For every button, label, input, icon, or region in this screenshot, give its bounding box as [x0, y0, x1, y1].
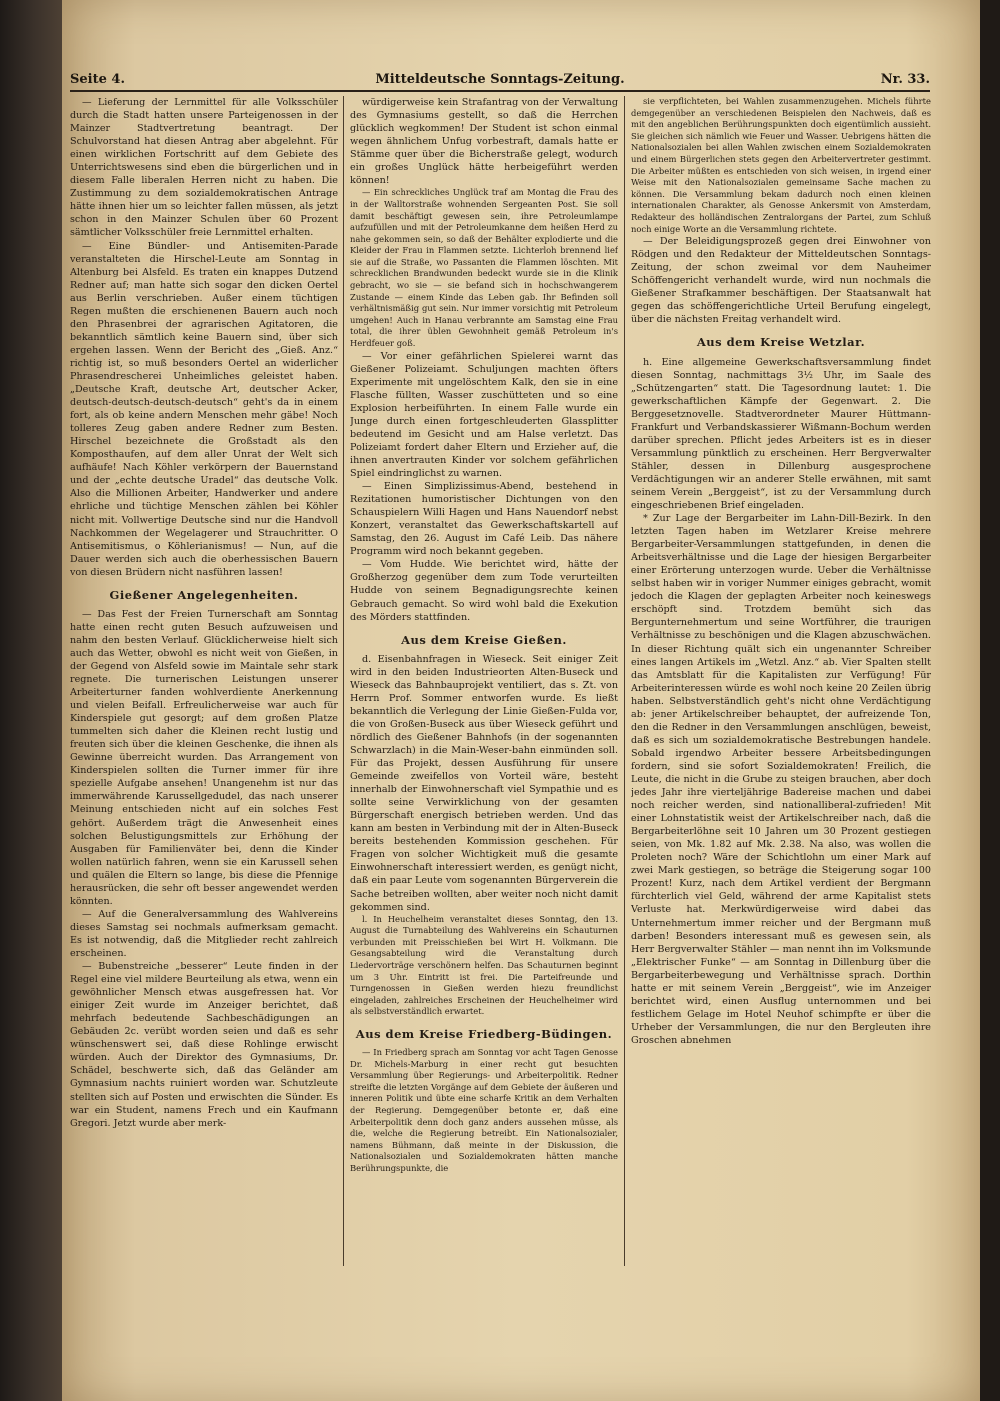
column-divider-2 — [624, 96, 625, 1266]
article-beleidigungsprozess: — Der Beleidigungsprozeß gegen drei Einwohner von Rödgen und den Redakteur der Mitteldeutschen Sonntags-Zeitung, der schon zweimal vor dem Nauheimer Schöffengericht verhandelt wurde, wird nun nochmals die Gießener Strafkammer beschäftigen. Der Staatsanwalt hat gegen das schöffengerichtliche Urteil Berufung eingelegt, über die nächsten Freitag verhandelt wird. — [631, 236, 931, 326]
column-divider-1 — [343, 96, 344, 1266]
article-bergarbeiter: * Zur Lage der Bergarbeiter im Lahn-Dill-Bezirk. In den letzten Tagen haben im Wetzlarer Kreise mehrere Bergarbeiter-Versammlungen stattgefunden, in denen die Arbeitsverhältnisse und die Lage der hiesigen Bergarbeiter einer Erörterung unterzogen wurde. Ueber die Verhältnisse selbst haben wir in voriger Nummer einiges gebracht, womit jedoch die Klagen der geplagten Arbeiter noch keineswegs erschöpft sind. Trotzdem bemüht sich das Bergunternehmertum und seine Wortführer, die traurigen Verhältnisse zu beschönigen und die Klagen abzuschwächen. In dieser Richtung quält sich ein ungenannter Schreiber eines langen Artikels im „Wetzl. Anz.“ ab. Vier Spalten stellt das Amtsblatt für die Kapitalisten zur Verfügung! Für Arbeiterinteressen würde es wohl noch keine 20 Zeilen übrig haben. Selbstverständlich geht's nicht ohne Verdächtigung ab: jener Artikelschreiber behauptet, der aufreizende Ton, den die Redner in den Versammlungen anschlügen, beweist, daß es sich um sozialdemokratische Bestrebungen handele. Sobald irgendwo Arbeiter bessere Arbeitsbedingungen fordern, sind sie sofort Sozialdemokraten! Freilich, die Leute, die nicht in die Grube zu steigen brauchen, aber doch jedes Jahr ihre vierteljährige Badereise machen und dabei noch reicher werden, sind nationalliberal-zufrieden! Mit einer Lohnstatistik weist der Artikelschreiber nach, daß die Bergarbeiterlöhne seit 10 Jahren um 30 Prozent gestiegen seien, von Mk. 1.82 auf Mk. 2.38. Na also, was wollen die Proleten noch? Wäre der Schichtlohn um einer Mark auf zwei Mark gestiegen, so beträge die Steigerung sogar 100 Prozent! Kurz, nach dem Artikel verdient der Bergmann fürchterlich viel Geld, während der arme Kapitalist stets Verluste hat. Merkwürdigerweise wird dabei das Unternehmertum immer reicher und der Bergmann muß darben! Besonders interessant muß es gewesen sein, als Herr Bergverwalter Stähler — man nennt ihn im Volksmunde „Elektrischer Funke“ — am Sonntag in Dillenburg über die Bergarbeiterbewegung und Verhältnisse sprach. Dorthin hatte er mit seinem Verein „Berggeist“, wie im Anzeiger berichtet wird, einen Ausflug unternommen und bei festlichem Gelage im Hotel Neuhof schimpfte er über die Urheber der Versammlungen, die nur den Bergleuten ihre Groschen abnehmen — [631, 513, 931, 1046]
page-header — [70, 70, 930, 92]
article-simplizissimus: — Einen Simplizissimus-Abend, bestehend in Rezitationen humoristischer Dichtungen von den Schauspielern Willi Hagen und Hans Nauendorf nebst Konzert, veranstaltet das Gewerkschaftskartell auf Samstag, den 26. August im Café Leib. Das nähere Programm wird noch bekannt gegeben. — [350, 481, 618, 558]
section-heading-giessen: Gießener Angelegenheiten. — [109, 587, 299, 602]
column-2 — [350, 96, 618, 1276]
article-friedberg-cont: sie verpflichteten, bei Wahlen zusammenzugehen. Michels führte demgegenüber an verschiedenen Beispielen den Nachweis, daß es mit den angeblichen Berührungspunkten doch eigentümlich aussieht. Sie gleichen sich nämlich wie Feuer und Wasser. Uebrigens hätten die Nationalsozialen bei allen Wahlen zwischen einem Sozialdemokraten und einem Bürgerlichen stets gegen den Arbeitervertreter gestimmt. Die Arbeiter müßten es entschieden von sich weisen, in irgend einer Weise mit den Nationalsozialen gemeinsame Sache machen zu können. Die Versammlung bekam dadurch noch einen kleinen internationalen Charakter, als Genosse Ankersmit von Amsterdam, Redakteur des holländischen Zentralorgans der Partei, zum Schluß noch einige Worte an die Versammlung richtete. — [631, 96, 931, 234]
article-turnerfest: — Das Fest der Freien Turnerschaft am Sonntag hatte einen recht guten Besuch aufzuweisen und nahm den besten Verlauf. Glücklicherweise hielt sich auch das Wetter, obwohl es nicht weit von Gießen, in der Gegend von Alsfeld sowie im Maintale sehr stark regnete. Die turnerischen Leistungen unserer Arbeiterturner fanden wohlverdiente Anerkennung und vielen Beifall. Erfreulicherweise war auch für Kinderspiele gut gesorgt; auf dem großen Platze tummelten sich daher die Kleinen recht lustig und freuten sich über die kleinen Geschenke, die ihnen als Gewinne überreicht wurden. Das Arrangement von Kinderspielen sollten die Turner immer für ihre spezielle Aufgabe ansehen! Unangenehm ist nur das immerwährende Karussellgedudel, das nach unserer Meinung entschieden nicht auf ein solches Fest gehört. Außerdem trägt die Anwesenheit eines solchen Belustigungsmittels zur Erhöhung der Ausgaben für Familienväter bei, denn die Kinder wollen natürlich fahren, wenn sie ein Karussell sehen und quälen die Eltern so lange, bis diese die Pfennige herausrücken, die sehr oft besser angewendet werden könnten. — [70, 608, 338, 907]
article-bubenstreiche-cont: würdigerweise kein Strafantrag von der Verwaltung des Gymnasiums gestellt, so daß die Herrchen glücklich wegkommen! Der Student ist schon einmal wegen ähnlichem Unfug vorbestraft, damals hatte er Stämme quer über die Bicherstraße gelegt, wodurch ein großes Unglück hätte herbeigeführt werden können! — [350, 97, 618, 187]
book-binding — [0, 0, 62, 1401]
article-hudde: — Vom Hudde. Wie berichtet wird, hätte der Großherzog gegenüber dem zum Tode verurteilten Hudde von seinem Begnadigungsrechte keinen Gebrauch gemacht. So wird wohl bald die Exekution des Mörders stattfinden. — [350, 559, 618, 623]
article-bubenstreiche: — Bubenstreiche „besserer“ Leute finden in der Regel eine viel mildere Beurteilung als etwa, wenn ein gewöhnlicher Mensch etwas ausgefressen hat. Vor einiger Zeit wurde im Anzeiger berichtet, daß mehrfach bedeutende Sachbeschädigungen an Gebäuden 2c. verübt worden seien und daß es sehr wünschenswert sei, daß diese Rohlinge erwischt würden. Auch der Direktor des Gymnasiums, Dr. Schädel, beschwerte sich, daß das Geländer am Gymnasium nachts ruiniert worden war. Schutzleute stellten sich auf Posten und erwischten die Sünder. Es war ein Student, namens Frech und ein Kaufmann Gregori. Jetzt wurde aber merk- — [70, 961, 338, 1129]
article-gewerkschaftsversammlung: h. Eine allgemeine Gewerkschaftsversammlung findet diesen Sonntag, nachmittags 3½ Uhr, im Saale des „Schützengarten“ statt. Die Tagesordnung lautet: 1. Die gewerkschaftlichen Kämpfe der Gegenwart. 2. Die Berggesetznovelle. Stadtverordneter Maurer Hüttmann-Frankfurt und Verbandskassierer Wißmann-Bochum werden darüber sprechen. Pflicht jedes Arbeiters ist es in dieser Versammlung pünktlich zu erscheinen. Herr Bergverwalter Stähler, dessen in Dillenburg ausgesprochene Verdächtigungen wir an anderer Stelle erwähnen, mit samt seinem Verein „Berggeist“, ist zu der Versammlung durch eingeschriebenen Brief eingeladen. — [631, 356, 931, 512]
article-buendler-parade: — Eine Bündler- und Antisemiten-Parade veranstalteten die Hirschel-Leute am Sonntag in Altenburg bei Alsfeld. Es traten ein knappes Dutzend Redner auf; man hatte sich sogar den dicken Oertel aus Berlin verschrieben. Außer einem tüchtigen Regen mußten die erschienenen Bauern auch noch den Phrasenbrei der agrarischen Agitatoren, die bekanntlich sämtlich keine Bauern sind, über sich ergehen lassen. Wenn der Bericht des „Gieß. Anz.“ richtig ist, so muß besonders Oertel an widerlicher Phrasendrescherei Unheimliches geleistet haben. „Deutsche Kraft, deutsche Art, deutscher Acker, deutsch-deutsch-deutsch-deutsch“ geht's da in einem fort, als ob keine andern Menschen mehr gäbe! Noch tolleres Zeug gaben andere Redner zum Besten. Hirschel bezeichnete die Großstadt als den Komposthaufen, auf dem aller Unrat der Welt sich aufhäufe! Nach Köhler verkörpern der Bauernstand und der „echte deutsche Uradel“ das deutsche Volk. Also die Millionen Arbeiter, Handwerker und andere ehrliche und tüchtige Menschen zählen bei Köhler nicht mit. Vollwertige Deutsche sind nur die Handvoll Nachkommen der Wegelagerer und Strauchritter. O Antisemitismus, o Köhlerianismus! — Nun, auf die Dauer werden sich auch die oberhessischen Bauern von diesen Brüdern nicht nasführen lassen! — [70, 240, 338, 578]
section-heading-friedberg: Aus dem Kreise Friedberg-Büdingen. — [355, 1026, 613, 1041]
issue-number: Nr. 33. — [880, 72, 930, 87]
column-1 — [70, 96, 338, 1276]
article-lernmittel: — Lieferung der Lernmittel für alle Volksschüler durch die Stadt hatten unsere Parteigenossen in der Mainzer Stadtvertretung beantragt. Der Schulvorstand hat diesen Antrag aber abgelehnt. Für einen wirklichen Fortschritt auf dem Gebiete des Unterrichtswesens sind eben die bürgerlichen und in diesem Falle liberalen Herren nicht zu haben. Die Zustimmung zu dem sozialdemokratischen Antrage hätte ihnen hier um so leichter fallen müssen, als jetzt schon in den Mainzer Schulen über 60 Prozent sämtlicher Volksschüler freie Lernmittel erhalten. — [70, 97, 338, 239]
article-eisenbahnfragen: d. Eisenbahnfragen in Wieseck. Seit einiger Zeit wird in den beiden Industrieorten Alten-Buseck und Wieseck das Bahnbauprojekt ventiliert, das s. Zt. von Herrn Prof. Sommer entworfen wurde. Es ließt bekanntlich die Verlegung der Linie Gießen-Fulda vor, die von Großen-Buseck aus über Wieseck geführt und nördlich des Gießener Bahnhofs (in der sogenannten Schwarzlach) in die Main-Weser-bahn einmünden soll. Für das Projekt, dessen Ausführung für unsere Gemeinde zweifellos von Vorteil wäre, besteht innerhalb der Einwohnerschaft viel Sympathie und es sollte seine Verwirklichung von der gesamten Bürgerschaft energisch betrieben werden. Und das kann am besten in Verbindung mit der in Alten-Buseck bereits bestehenden Kommission geschehen. Für Fragen von solcher Wichtigkeit muß die gesamte Einwohnerschaft interessiert werden, es genügt nicht, daß ein paar Leute vom sogenannten Bürgerverein die Sache betreiben wollten, aber weiter noch nicht damit gekommen sind. — [350, 653, 618, 913]
article-spielerei: — Vor einer gefährlichen Spielerei warnt das Gießener Polizeiamt. Schuljungen machten öfters Experimente mit ungelöschtem Kalk, den sie in eine Flasche füllten, Wasser zuschütteten und so eine Explosion herbeiführten. In einem Falle wurde ein Junge durch einen fortgeschleuderten Glassplitter bedeutend im Gesicht und am Halse verletzt. Das Polizeiamt fordert daher Eltern und Erzieher auf, die ihnen anvertrauten Kinder vor solchem gefährlichen Spiel eindringlichst zu warnen. — [350, 350, 618, 480]
page-number: Seite 4. — [70, 72, 125, 87]
section-heading-wetzlar: Aus dem Kreise Wetzlar. — [696, 335, 866, 350]
page-edge-shadow — [980, 0, 1000, 1401]
article-heuchelheim: l. In Heuchelheim veranstaltet dieses Sonntag, den 13. August die Turnabteilung des Wahlvereins ein Schauturnen verbunden mit Preisschießen bei Wirt H. Volkmann. Die Gesangsabteilung wird die Veranstaltung durch Liedervorträge verschönern helfen. Das Schauturnen beginnt um 3 Uhr. Eintritt ist frei. Die Parteifreunde und Turngenossen in Gießen werden hiezu freundlichst eingeladen, zahlreiches Erscheinen der Heuchelheimer wird als selbstverständlich erwartet. — [350, 913, 618, 1017]
newspaper-title: Mitteldeutsche Sonntags-Zeitung. — [375, 72, 625, 87]
article-unglueck: — Ein schreckliches Unglück traf am Montag die Frau des in der Walltorstraße wohnenden Sergeanten Post. Sie soll damit beschäftigt gewesen sein, ihre Petroleumlampe aufzufüllen und mit der Petroleumkanne dem heißen Herd zu nahe gekommen sein, so daß der Behälter explodierte und die Kleider der Frau in Flammen setzte. Lichterloh brennend lief sie auf die Straße, wo Passanten die Flammen löschten. Mit schrecklichen Brandwunden bedeckt wurde sie in die Klinik gebracht, wo sie — sie befand sich in hochschwangerem Zustande — einem Kinde das Leben gab. Ihr Befinden soll verhältnismäßig gut sein. Nur immer vorsichtig mit Petroleum umgehen! Auch in Hanau verbrannte am Samstag eine Frau total, die ihrer üblen Gewohnheit gemäß Petroleum in's Herdfeuer goß. — [350, 187, 618, 349]
column-3 — [631, 96, 931, 1276]
article-friedberg: — In Friedberg sprach am Sonntag vor acht Tagen Genosse Dr. Michels-Marburg in einer recht gut besuchten Versammlung über Regierungs- und Arbeiterpolitik. Redner streifte die letzten Vorgänge auf dem Gebiete der äußeren und inneren Politik und übte eine scharfe Kritik an dem Verhalten der Regierung. Demgegenüber betonte er, daß eine Arbeiterpolitik denn doch ganz anders aussehen müsse, als die, welche die Regierung betreibt. Ein Nationalsozialer, namens Bühmann, daß meinte in der Diskussion, die Nationalsozialen und Sozialdemokraten hätten manche Berührungspunkte, die — [350, 1047, 618, 1173]
section-heading-kreis-giessen: Aus dem Kreise Gießen. — [401, 632, 567, 647]
article-generalversammlung: — Auf die Generalversammlung des Wahlvereins dieses Samstag sei nochmals aufmerksam gemacht. Es ist notwendig, daß die Mitglieder recht zahlreich erscheinen. — [70, 908, 338, 959]
header-rule — [70, 90, 930, 92]
